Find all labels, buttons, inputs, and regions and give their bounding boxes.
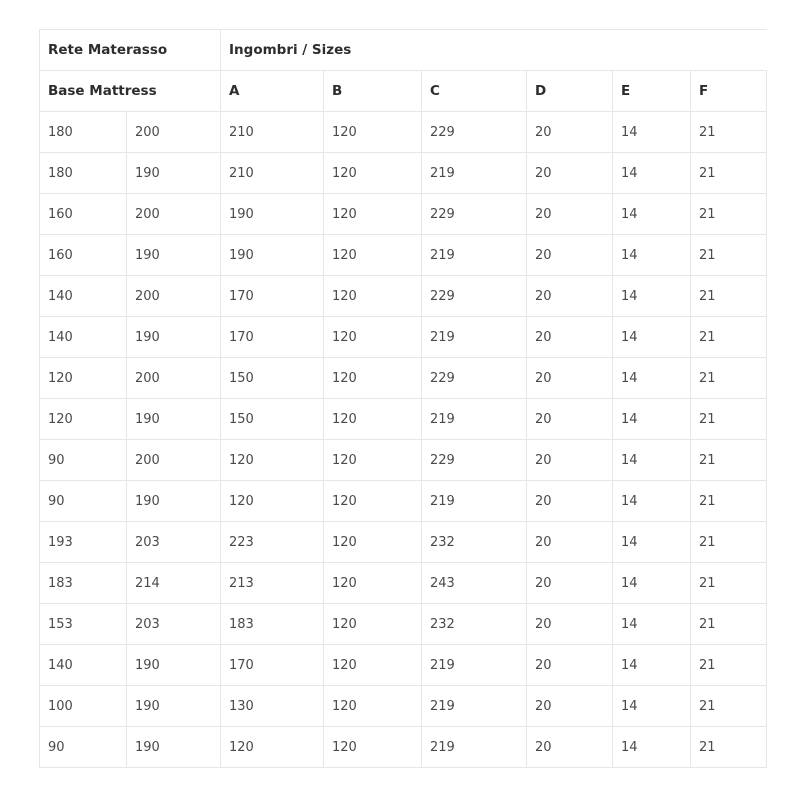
table-cell: 21 (691, 522, 767, 563)
table-cell: 120 (40, 358, 127, 399)
table-row (40, 317, 767, 358)
header-ingombri-sizes: Ingombri / Sizes (221, 30, 767, 71)
table-cell: 150 (221, 399, 324, 440)
table-cell: 120 (324, 727, 422, 768)
table-cell: 140 (40, 645, 127, 686)
table-cell: 120 (324, 235, 422, 276)
table-cell: 180 (40, 112, 127, 153)
table-cell: 190 (127, 481, 221, 522)
table-cell: 21 (691, 235, 767, 276)
table-cell: 120 (324, 153, 422, 194)
header-rete-materasso: Rete Materasso (40, 30, 221, 71)
table-cell: 21 (691, 481, 767, 522)
table-cell: 120 (324, 317, 422, 358)
table-cell: 120 (324, 481, 422, 522)
table-cell: 160 (40, 194, 127, 235)
table-cell: 219 (422, 481, 527, 522)
table-cell: 190 (221, 194, 324, 235)
column-header-f: F (691, 71, 767, 112)
table-cell: 120 (221, 727, 324, 768)
table-cell: 14 (613, 194, 691, 235)
table-cell: 120 (221, 481, 324, 522)
table-cell: 180 (40, 153, 127, 194)
table-row (40, 563, 767, 604)
table-cell: 183 (221, 604, 324, 645)
table-cell: 14 (613, 153, 691, 194)
column-header-b: B (324, 71, 422, 112)
table-row (40, 153, 767, 194)
table-cell: 223 (221, 522, 324, 563)
table-cell: 14 (613, 686, 691, 727)
table-cell: 20 (527, 153, 613, 194)
table-cell: 120 (324, 276, 422, 317)
table-cell: 21 (691, 194, 767, 235)
table-cell: 219 (422, 645, 527, 686)
table-cell: 190 (127, 399, 221, 440)
table-cell: 200 (127, 194, 221, 235)
table-cell: 219 (422, 317, 527, 358)
table-cell: 21 (691, 112, 767, 153)
table-row (40, 686, 767, 727)
table-cell: 21 (691, 604, 767, 645)
table-cell: 20 (527, 194, 613, 235)
table-cell: 120 (324, 440, 422, 481)
table-cell: 229 (422, 440, 527, 481)
table-cell: 213 (221, 563, 324, 604)
table-cell: 130 (221, 686, 324, 727)
table-cell: 210 (221, 153, 324, 194)
column-header-e: E (613, 71, 691, 112)
table-cell: 229 (422, 194, 527, 235)
table-cell: 219 (422, 153, 527, 194)
table-cell: 21 (691, 563, 767, 604)
header-row-top (40, 30, 767, 71)
table-row (40, 481, 767, 522)
table-cell: 190 (127, 686, 221, 727)
table-cell: 14 (613, 399, 691, 440)
table-cell: 14 (613, 276, 691, 317)
table-cell: 21 (691, 276, 767, 317)
table-cell: 14 (613, 440, 691, 481)
table-cell: 14 (613, 645, 691, 686)
table-cell: 183 (40, 563, 127, 604)
table-cell: 21 (691, 153, 767, 194)
table-cell: 140 (40, 317, 127, 358)
table-cell: 21 (691, 645, 767, 686)
table-cell: 20 (527, 522, 613, 563)
size-table-container (39, 29, 766, 768)
table-cell: 20 (527, 727, 613, 768)
table-cell: 150 (221, 358, 324, 399)
table-row (40, 645, 767, 686)
table-cell: 170 (221, 645, 324, 686)
table-cell: 210 (221, 112, 324, 153)
table-cell: 21 (691, 727, 767, 768)
table-cell: 21 (691, 399, 767, 440)
table-row (40, 276, 767, 317)
table-cell: 14 (613, 481, 691, 522)
table-cell: 21 (691, 358, 767, 399)
table-cell: 14 (613, 522, 691, 563)
table-row (40, 522, 767, 563)
size-table (39, 29, 767, 768)
table-cell: 200 (127, 276, 221, 317)
table-cell: 120 (40, 399, 127, 440)
header-row-columns (40, 71, 767, 112)
table-cell: 20 (527, 317, 613, 358)
column-header-a: A (221, 71, 324, 112)
table-cell: 214 (127, 563, 221, 604)
table-cell: 200 (127, 440, 221, 481)
table-cell: 219 (422, 686, 527, 727)
table-cell: 200 (127, 358, 221, 399)
table-cell: 232 (422, 522, 527, 563)
table-cell: 20 (527, 686, 613, 727)
header-base-mattress: Base Mattress (40, 71, 221, 112)
table-cell: 193 (40, 522, 127, 563)
table-cell: 153 (40, 604, 127, 645)
table-cell: 14 (613, 358, 691, 399)
table-cell: 190 (127, 317, 221, 358)
table-cell: 160 (40, 235, 127, 276)
table-row (40, 440, 767, 481)
table-cell: 120 (324, 358, 422, 399)
table-cell: 243 (422, 563, 527, 604)
table-cell: 120 (324, 604, 422, 645)
table-cell: 219 (422, 399, 527, 440)
table-cell: 20 (527, 481, 613, 522)
table-cell: 219 (422, 727, 527, 768)
table-cell: 14 (613, 235, 691, 276)
table-cell: 229 (422, 358, 527, 399)
table-cell: 120 (324, 522, 422, 563)
table-cell: 90 (40, 440, 127, 481)
table-cell: 21 (691, 440, 767, 481)
table-cell: 20 (527, 399, 613, 440)
table-row (40, 727, 767, 768)
table-cell: 170 (221, 276, 324, 317)
table-cell: 100 (40, 686, 127, 727)
table-cell: 14 (613, 727, 691, 768)
table-cell: 20 (527, 440, 613, 481)
table-cell: 14 (613, 604, 691, 645)
table-cell: 21 (691, 686, 767, 727)
table-cell: 190 (127, 645, 221, 686)
table-cell: 120 (324, 194, 422, 235)
table-cell: 120 (324, 112, 422, 153)
table-cell: 120 (324, 563, 422, 604)
column-header-d: D (527, 71, 613, 112)
table-cell: 20 (527, 563, 613, 604)
table-row (40, 112, 767, 153)
table-cell: 120 (324, 686, 422, 727)
table-cell: 232 (422, 604, 527, 645)
table-cell: 203 (127, 522, 221, 563)
table-cell: 21 (691, 317, 767, 358)
table-cell: 229 (422, 276, 527, 317)
table-cell: 190 (127, 727, 221, 768)
table-cell: 20 (527, 604, 613, 645)
table-cell: 90 (40, 481, 127, 522)
table-cell: 200 (127, 112, 221, 153)
table-cell: 219 (422, 235, 527, 276)
table-cell: 120 (221, 440, 324, 481)
table-cell: 20 (527, 112, 613, 153)
table-cell: 190 (127, 235, 221, 276)
table-cell: 140 (40, 276, 127, 317)
table-cell: 203 (127, 604, 221, 645)
table-cell: 20 (527, 276, 613, 317)
table-cell: 120 (324, 645, 422, 686)
table-row (40, 604, 767, 645)
table-cell: 20 (527, 645, 613, 686)
table-cell: 14 (613, 112, 691, 153)
table-cell: 20 (527, 235, 613, 276)
table-cell: 14 (613, 563, 691, 604)
table-cell: 120 (324, 399, 422, 440)
table-cell: 190 (127, 153, 221, 194)
table-cell: 170 (221, 317, 324, 358)
table-row (40, 194, 767, 235)
table-cell: 20 (527, 358, 613, 399)
table-row (40, 358, 767, 399)
table-row (40, 399, 767, 440)
table-cell: 90 (40, 727, 127, 768)
table-cell: 229 (422, 112, 527, 153)
table-cell: 14 (613, 317, 691, 358)
table-cell: 190 (221, 235, 324, 276)
table-row (40, 235, 767, 276)
column-header-c: C (422, 71, 527, 112)
